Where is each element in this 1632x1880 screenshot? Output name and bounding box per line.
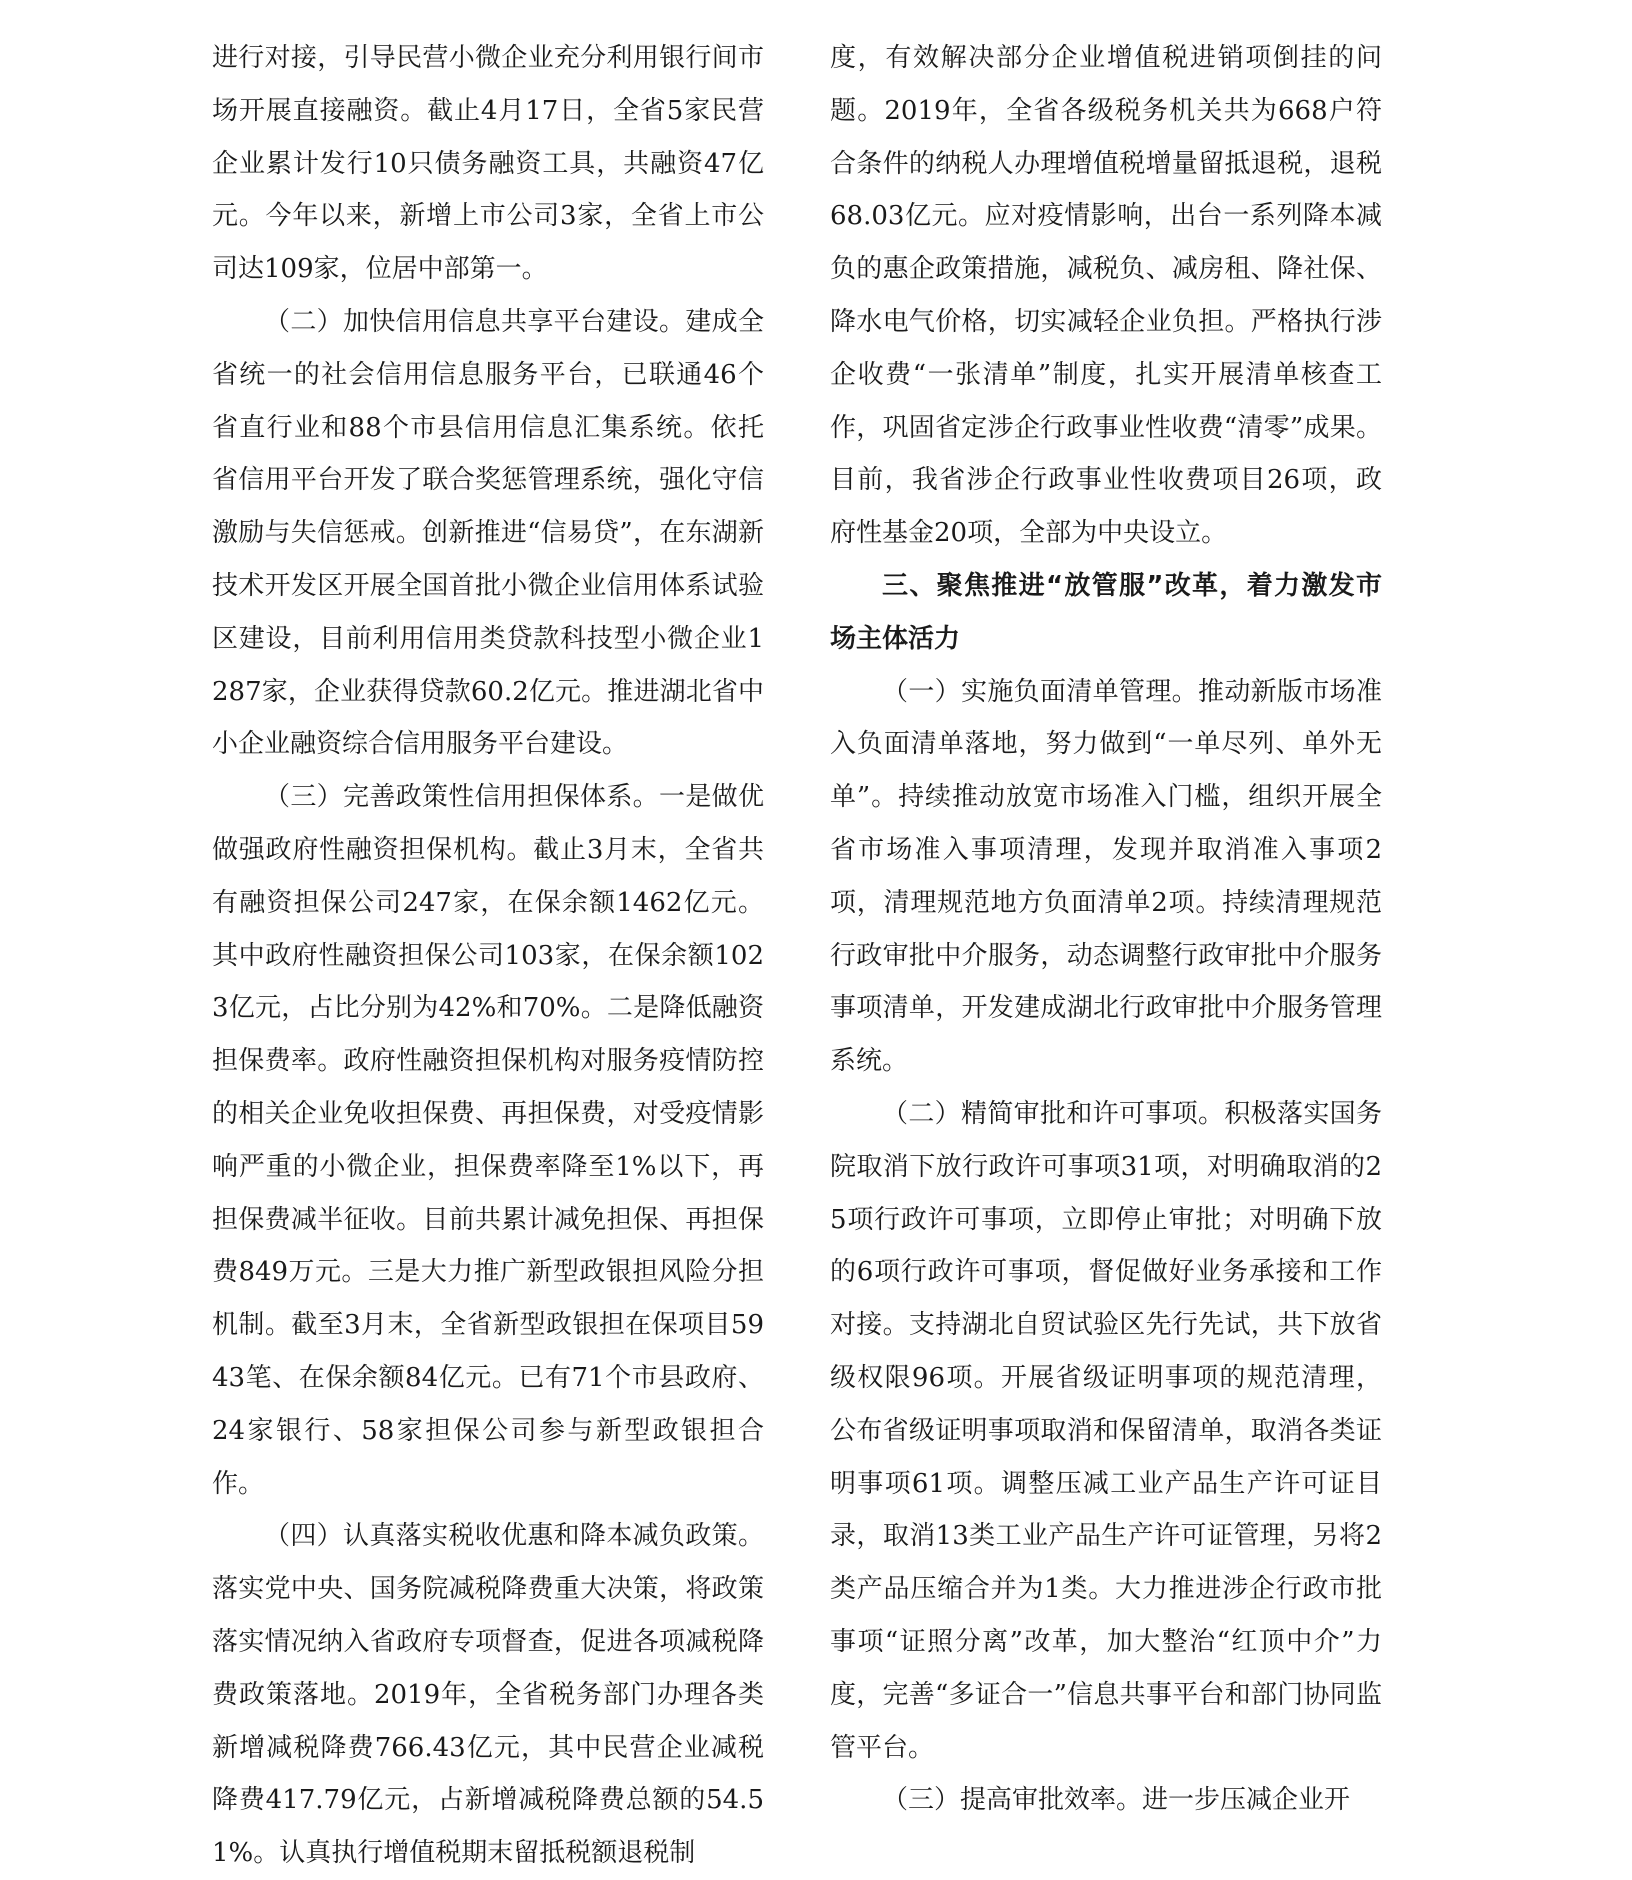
right-text-column (830, 32, 1382, 1827)
paragraph-continuation: 进行对接，引导民营小微企业充分利用银行间市场开展直接融资。截止4月17日，全省5家民营企业累计发行10只债务融资工具，共融资47亿元。今年以来，新增上市公司3家，全省上市公司达109家，位居中部第一。 (212, 43, 764, 285)
paragraph-credit-platform: （二）加快信用信息共享平台建设。建成全省统一的社会信用信息服务平台，已联通46个省直行业和88个市县信用信息汇集系统。依托省信用平台开发了联合奖惩管理系统，强化守信激励与失信惩戒。创新推进“信易贷”，在东湖新技术开发区开展全国首批小微企业信用体系试验区建设，目前利用信用类贷款科技型小微企业1287家，企业获得贷款60.2亿元。推进湖北省中小企业融资综合信用服务平台建设。 (212, 306, 764, 760)
paragraph-credit-guarantee: （三）完善政策性信用担保体系。一是做优做强政府性融资担保机构。截止3月末，全省共有融资担保公司247家，在保余额1462亿元。其中政府性融资担保公司103家，在保余额1023亿元，占比分别为42%和70%。二是降低融资担保费率。政府性融资担保机构对服务疫情防控的相关企业免收担保费、再担保费，对受疫情影响严重的小微企业，担保费率降至1%以下，再担保费减半征收。目前共累计减免担保、再担保费849万元。三是大力推广新型政银担风险分担机制。截至3月末，全省新型政银担在保项目5943笔、在保余额84亿元。已有71个市县政府、24家银行、58家担保公司参与新型政银担合作。 (212, 782, 764, 1499)
paragraph-negative-list: （一）实施负面清单管理。推动新版市场准入负面清单落地，努力做到“一单尽列、单外无单”。持续推动放宽市场准入门槛，组织开展全省市场准入事项清理，发现并取消准入事项2项，清理规范地方负面清单2项。持续清理规范行政审批中介服务，动态调整行政审批中介服务事项清单，开发建成湖北行政审批中介服务管理系统。 (830, 676, 1382, 1077)
paragraph-approval-items: （二）精简审批和许可事项。积极落实国务院取消下放行政许可事项31项，对明确取消的25项行政许可事项，立即停止审批；对明确下放的6项行政许可事项，督促做好业务承接和工作对接。支持湖北自贸试验区先行先试，共下放省级权限96项。开展省级证明事项的规范清理，公布省级证明事项取消和保留清单，取消各类证明事项61项。调整压减工业产品生产许可证目录，取消13类工业产品生产许可证管理，另将2类产品压缩合并为1类。大力推进涉企行政市批事项“证照分离”改革，加大整治“红顶中介”力度，完善“多证合一”信息共事平台和部门协同监管平台。 (830, 1098, 1382, 1763)
section-heading: 三、聚焦推进“放管服”改革，着力激发市场主体活力 (830, 570, 1382, 654)
paragraph-tax-policy: （四）认真落实税收优惠和降本减负政策。落实党中央、国务院减税降费重大决策，将政策落实情况纳入省政府专项督查，促进各项减税降费政策落地。2019年，全省税务部门办理各类新增减税降费766.43亿元，其中民营企业减税降费417.79亿元，占新增减税降费总额的54.51%。认真执行增值税期末留抵税额退税制 (212, 1521, 764, 1869)
left-text-column (212, 32, 764, 1880)
paragraph-tax-continuation: 度，有效解决部分企业增值税进销项倒挂的问题。2019年，全省各级税务机关共为668户符合条件的纳税人办理增值税增量留抵退税，退税68.03亿元。应对疫情影响，出台一系列降本减负的惠企政策措施，减税负、减房租、降社保、降水电气价格，切实减轻企业负担。严格执行涉企收费“一张清单”制度，扎实开展清单核查工作，巩固省定涉企行政事业性收费“清零”成果。目前，我省涉企行政事业性收费项目26项，政府性基金20项，全部为中央设立。 (830, 43, 1382, 549)
paragraph-approval-efficiency: （三）提高审批效率。进一步压减企业开 (882, 1785, 1351, 1816)
